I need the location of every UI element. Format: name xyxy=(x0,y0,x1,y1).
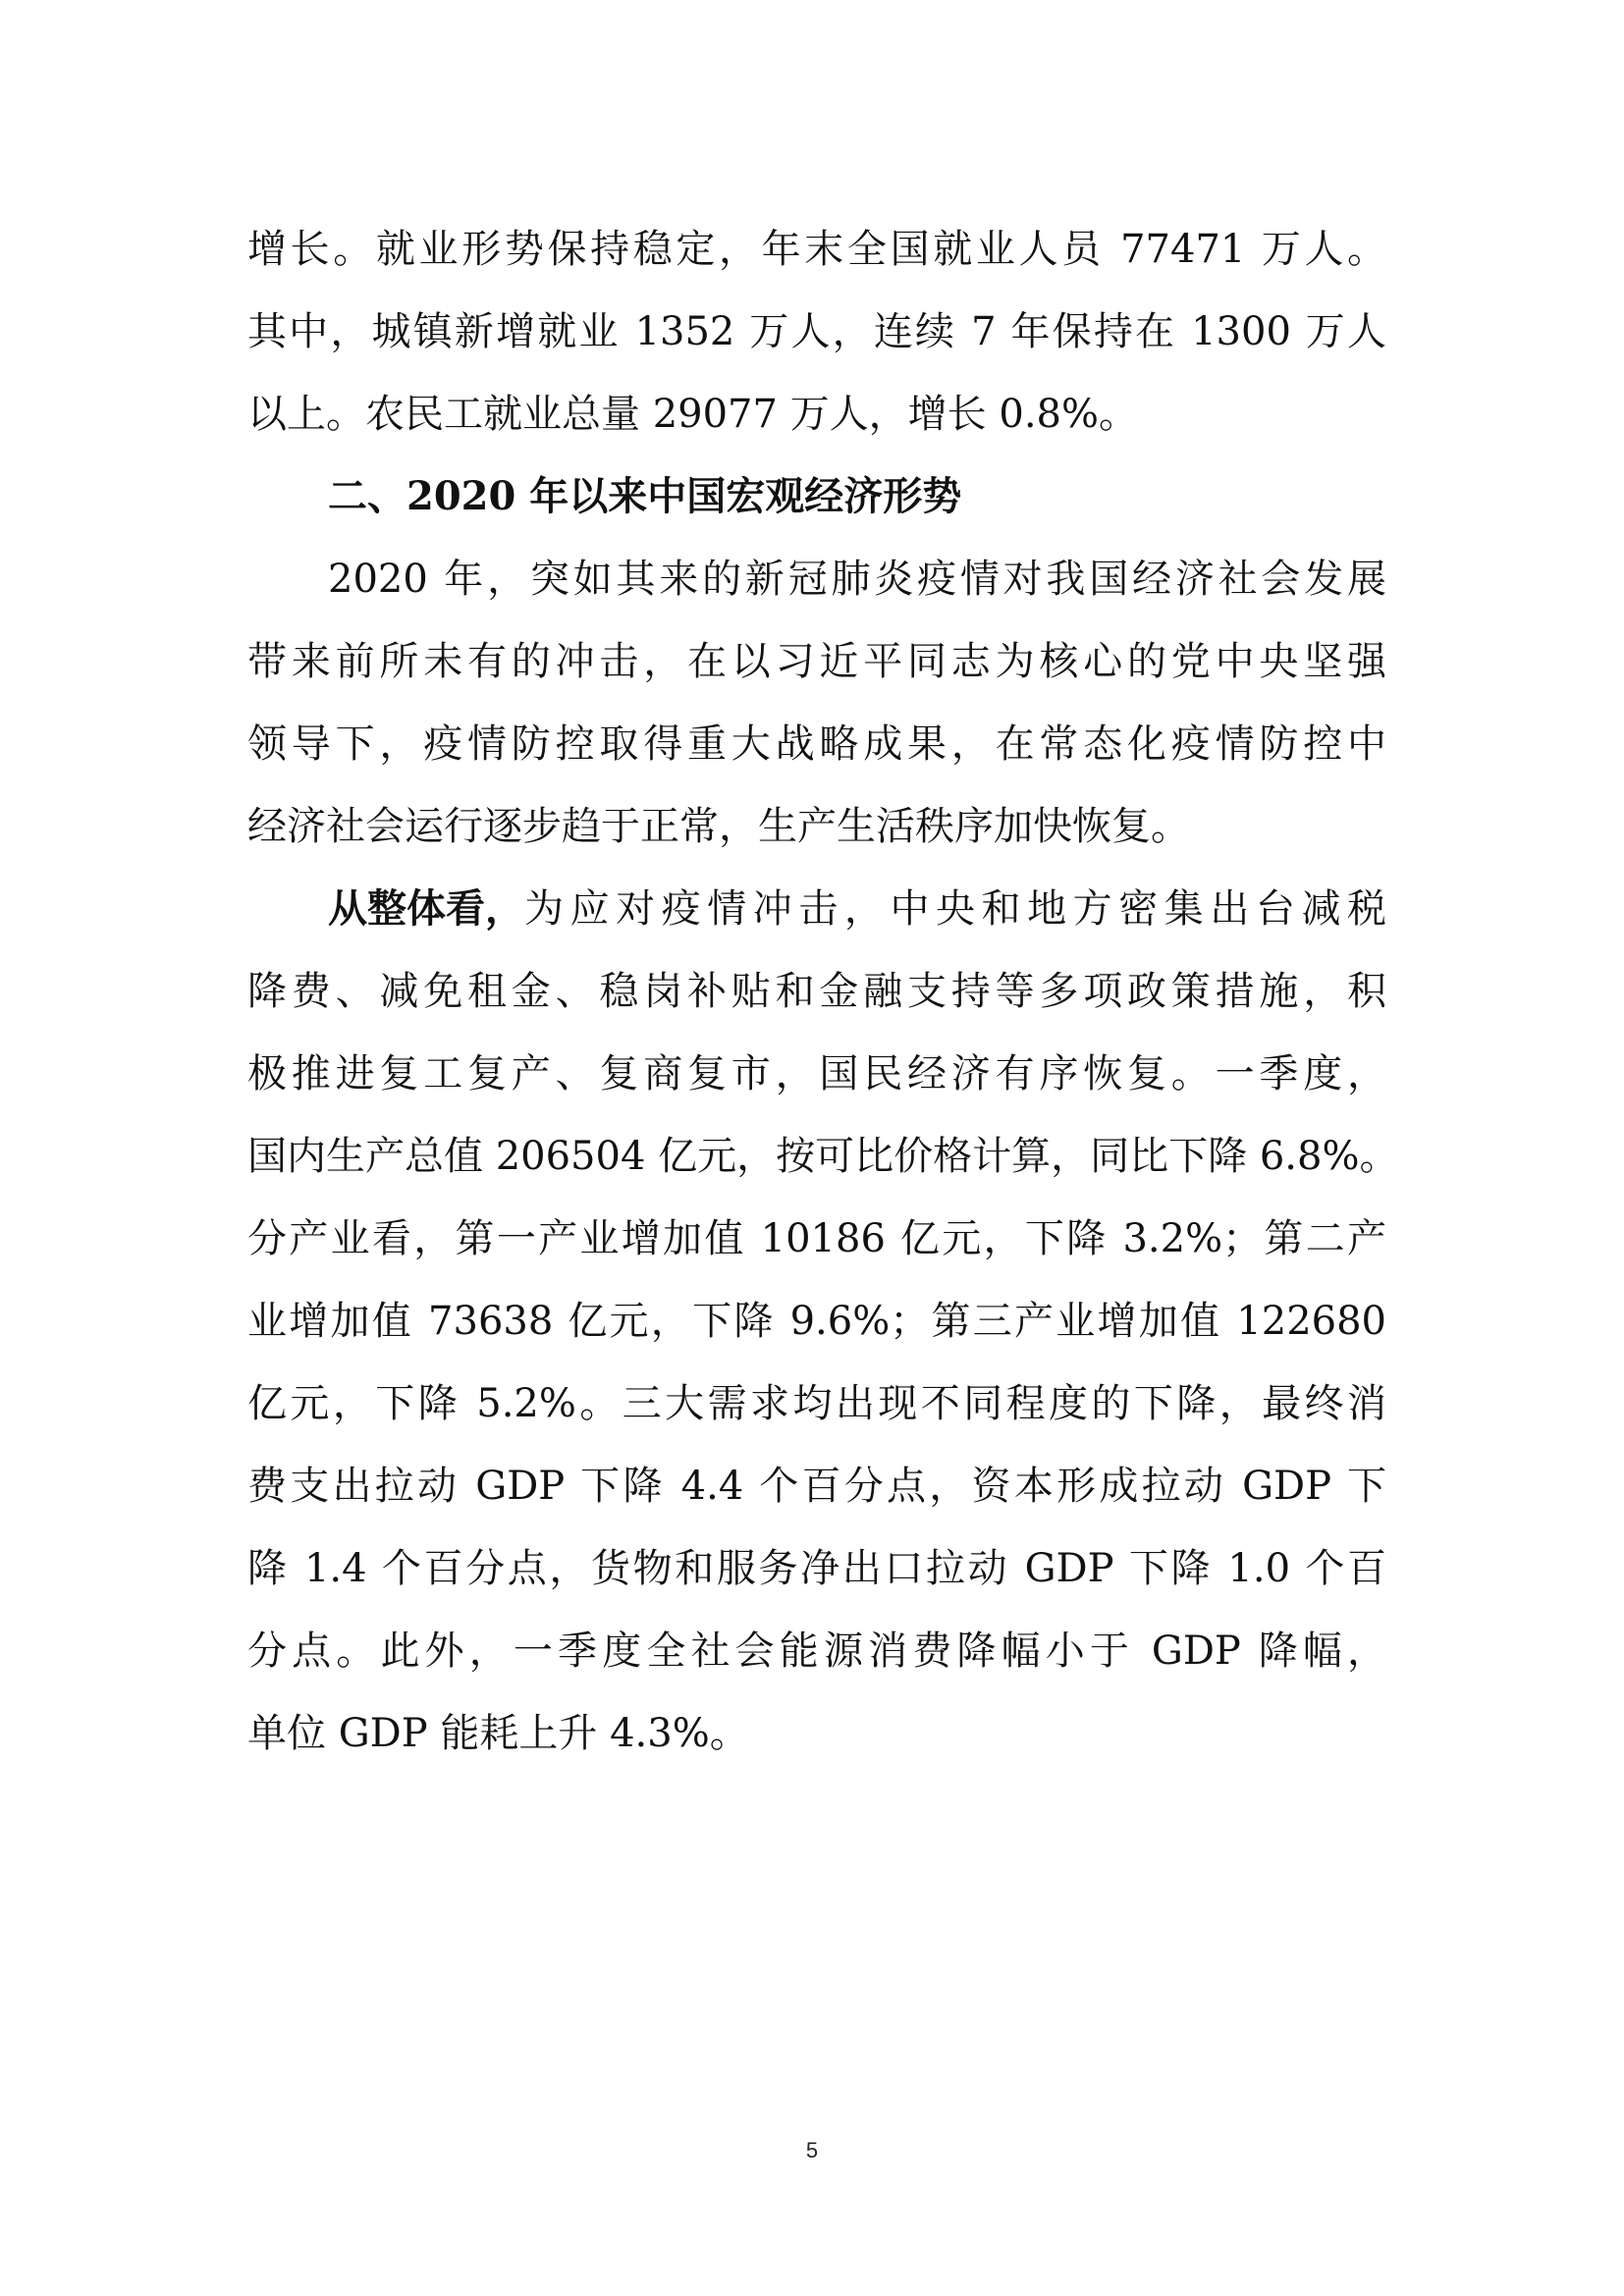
para2-line-6: 业增加值 73638 亿元，下降 9.6%；第三产业增加值 122680 xyxy=(247,1299,1386,1344)
para2-line-4: 国内生产总值 206504 亿元，按可比价格计算，同比下降 6.8%。 xyxy=(247,1134,1399,1179)
intro-line-1: 增长。就业形势保持稳定，年末全国就业人员 77471 万人。 xyxy=(247,227,1386,272)
para1-line-2: 带来前所未有的冲击，在以习近平同志为核心的党中央坚强 xyxy=(247,639,1386,684)
para2-line-9: 降 1.4 个百分点，货物和服务净出口拉动 GDP 下降 1.0 个百 xyxy=(247,1546,1386,1591)
intro-line-2: 其中，城镇新增就业 1352 万人，连续 7 年保持在 1300 万人 xyxy=(247,309,1386,354)
para1-line-3: 领导下，疫情防控取得重大战略成果，在常态化疫情防控中 xyxy=(247,721,1386,767)
para1-line-1: 2020 年，突如其来的新冠肺炎疫情对我国经济社会发展 xyxy=(328,557,1386,602)
para2-line-3: 极推进复工复产、复商复市，国民经济有序恢复。一季度， xyxy=(247,1051,1386,1096)
para2-line-11: 单位 GDP 能耗上升 4.3%。 xyxy=(247,1711,749,1756)
para2-line-10: 分点。此外，一季度全社会能源消费降幅小于 GDP 降幅， xyxy=(247,1629,1386,1674)
para2-line-8: 费支出拉动 GDP 下降 4.4 个百分点，资本形成拉动 GDP 下 xyxy=(247,1464,1386,1509)
para2-line-7: 亿元，下降 5.2%。三大需求均出现不同程度的下降，最终消 xyxy=(247,1381,1386,1426)
para2-lead: 从整体看， xyxy=(328,885,524,932)
section-heading: 二、2020 年以来中国宏观经济形势 xyxy=(328,473,962,519)
para2-line-1 xyxy=(328,881,1386,936)
intro-line-3: 以上。农民工就业总量 29077 万人，增长 0.8%。 xyxy=(247,392,1139,437)
para1-line-4: 经济社会运行逐步趋于正常，生产生活秩序加快恢复。 xyxy=(247,804,1190,849)
para2-line-2: 降费、减免租金、稳岗补贴和金融支持等多项政策措施，积 xyxy=(247,969,1386,1014)
para2-line-5: 分产业看，第一产业增加值 10186 亿元，下降 3.2%；第二产 xyxy=(247,1216,1386,1261)
page-number: 5 xyxy=(805,2138,819,2163)
para2-line-1-rest: 为应对疫情冲击，中央和地方密集出台减税 xyxy=(524,886,1386,932)
